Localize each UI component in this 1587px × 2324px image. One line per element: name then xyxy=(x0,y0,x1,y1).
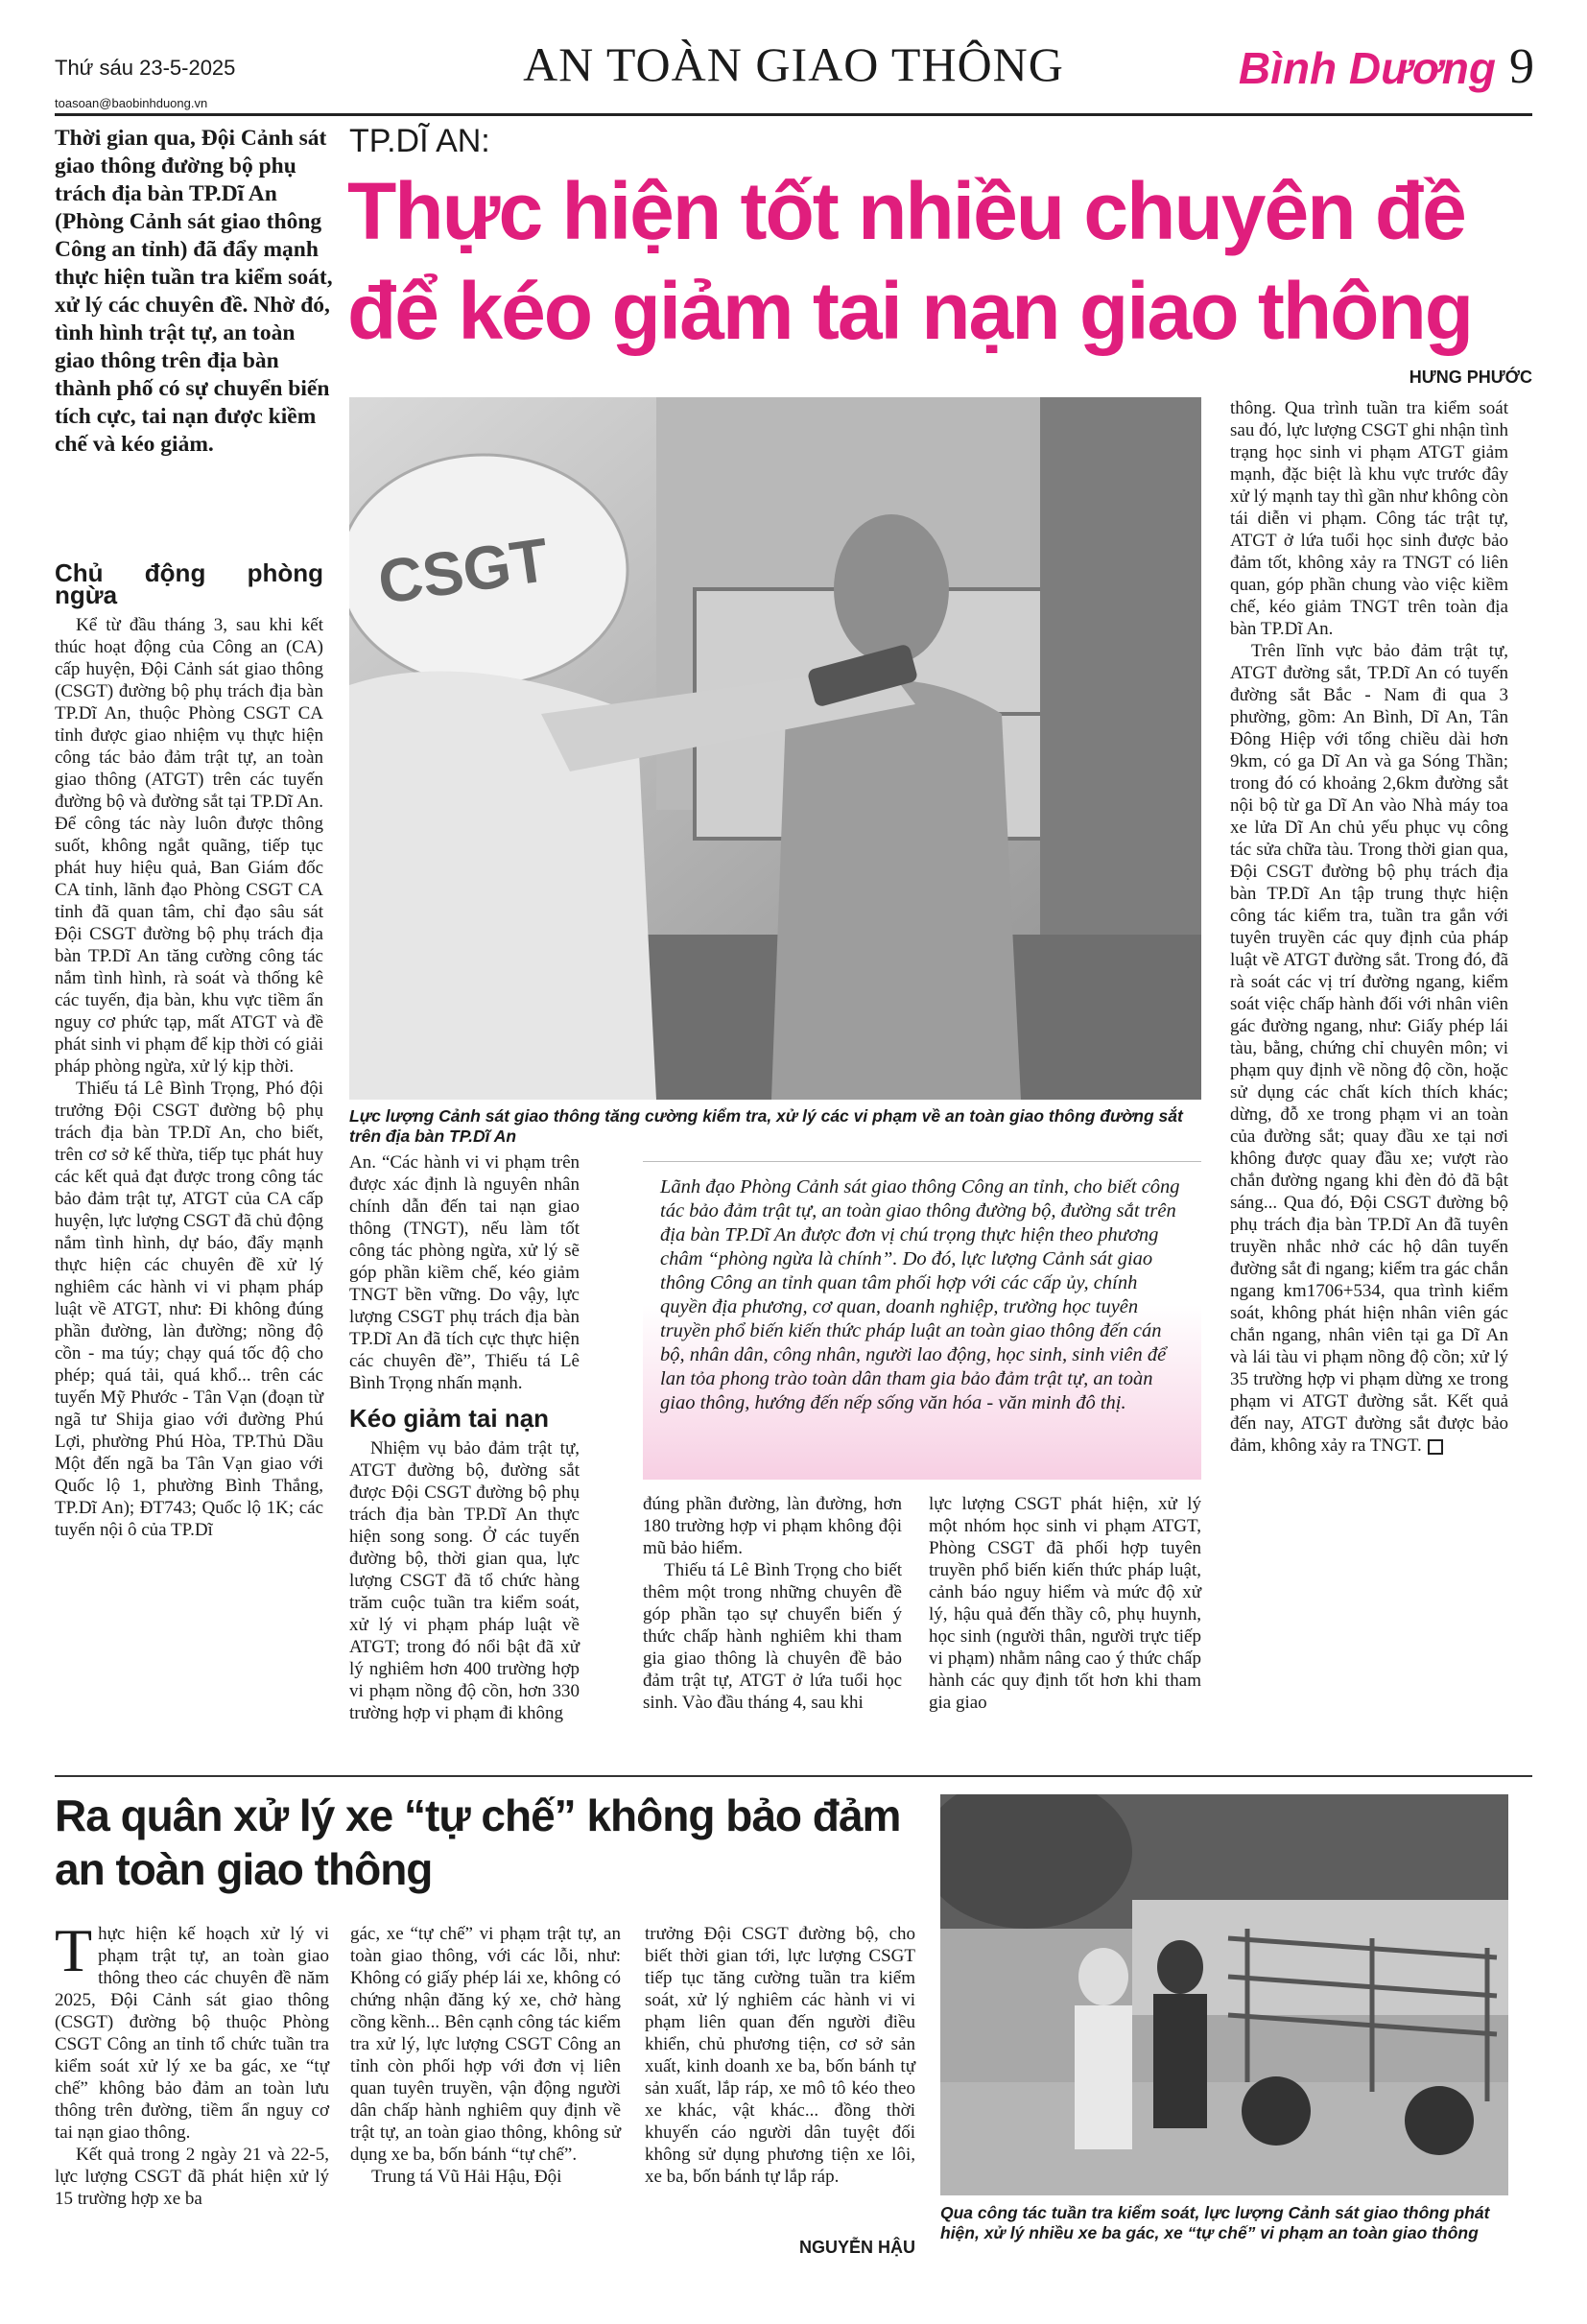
photo-illustration xyxy=(940,1794,1508,2195)
section-title: AN TOÀN GIAO THÔNG xyxy=(523,37,1064,91)
paragraph: gác, xe “tự chế” vi phạm trật tự, an toàn giao thông, với các lỗi, như: Không có giấy phép lái xe, không có chứng nhận đăng ký xe, chở hàng cồng kềnh... Bên cạnh công tác kiểm tra xử lý, lực lượng CSGT Công an tỉnh còn phối hợp với đơn vị liên quan tuyên truyền, vận động người dân chấp hành nghiêm quy định về trật tự, an toàn giao thông, không sử dụng xe ba, bốn bánh “tự chế”. xyxy=(350,1924,621,2165)
paragraph: đúng phần đường, làn đường, hơn 180 trường hợp vi phạm không đội mũ bảo hiểm. xyxy=(643,1494,902,1558)
end-of-article-mark xyxy=(1428,1439,1443,1455)
second-article-photo xyxy=(940,1794,1508,2195)
paragraph xyxy=(55,1916,329,2144)
subhead-prevention: Chủ động phòng ngừa xyxy=(55,558,323,609)
second-article-headline xyxy=(55,1789,918,1896)
newspaper-brand: Bình Dương xyxy=(1238,43,1496,93)
article-photo xyxy=(349,397,1201,1100)
page-number: 9 xyxy=(1509,39,1534,94)
article-byline: HƯNG PHƯỚC xyxy=(1409,368,1532,387)
paragraph: lực lượng CSGT phát hiện, xử lý một nhóm học sinh vi phạm ATGT, Phòng CSGT đã phối hợp tuyên truyền phổ biến kiến thức pháp luật, cảnh báo nguy hiểm và mức độ xử lý, hậu quả đến thầy cô, phụ huynh, học sinh (người thân, người trực tiếp vi phạm) nhằm nâng cao ý thức chấp hành các quy định tốt hơn khi tham gia giao xyxy=(929,1494,1201,1713)
second-article-byline: NGUYỄN HẬU xyxy=(798,2238,915,2257)
newsroom-email[interactable]: toasoan@baobinhduong.vn xyxy=(55,96,208,110)
paragraph: Kết quả trong 2 ngày 21 và 22-5, lực lượng CSGT đã phát hiện xử lý 15 trường hợp xe ba xyxy=(55,2145,329,2209)
subhead-accident-reduction: Kéo giảm tai nạn xyxy=(349,1404,550,1433)
paragraph: Trung tá Vũ Hải Hậu, Đội xyxy=(371,2167,562,2187)
article-column-2 xyxy=(349,1151,580,1724)
article-separator-rule xyxy=(55,1775,1532,1777)
paragraph: thông. Qua trình tuần tra kiểm soát sau đó, lực lượng CSGT ghi nhận tình trạng học sinh vi phạm ATGT giảm mạnh, đặc biệt là khu vực trước đây xử lý mạnh tay thì gần như không còn tái diễn vi phạm. Công tác trật tự, ATGT ở lứa tuổi học sinh được bảo đảm tốt, không xảy ra TNGT có liên quan, góp phần chung vào việc kiềm chế, kéo giảm TNGT trên toàn địa bàn TP.Dĩ An. xyxy=(1230,398,1508,639)
second-article-column-3 xyxy=(645,1923,915,2188)
photo-caption: Lực lượng Cảnh sát giao thông tăng cường kiểm tra, xử lý các vi phạm về an toàn giao thông đường sắt trên địa bàn TP.Dĩ An xyxy=(349,1106,1183,1146)
second-article-column-2 xyxy=(350,1923,621,2188)
article-sapo: Thời gian qua, Đội Cảnh sát giao thông đường bộ phụ trách địa bàn TP.Dĩ An (Phòng Cảnh sát giao thông Công an tỉnh) đã đẩy mạnh thực hiện tuần tra kiểm soát, xử lý các chuyên đề. Nhờ đó, tình hình trật tự, an toàn giao thông trên địa bàn thành phố có sự chuyển biến tích cực, tai nạn được kiềm chế và kéo giảm. xyxy=(55,126,333,457)
dropcap: T xyxy=(55,1916,93,1984)
paragraph: Thiếu tá Lê Bình Trọng, Phó đội trưởng Đội CSGT đường bộ phụ trách địa bàn TP.Dĩ An, cho biết, trên cơ sở kế thừa, tiếp tục phát huy các kết quả đạt được trong công tác bảo đảm trật tự, ATGT của CA cấp huyện, lực lượng CSGT đã chủ động nắm tình hình, dự báo, đẩy mạnh thực hiện các chuyên đề xử lý nghiêm các hành vi vi phạm pháp luật về ATGT, như: Đi không đúng phần đường, làn đường; nồng độ cồn - ma túy; chạy quá tốc độ cho phép; quá tải, quá khổ... trên các tuyến Mỹ Phước - Tân Vạn (đoạn từ ngã tư Shija giao với đường Phú Lợi, phường Phú Hòa, TP.Thủ Dầu Một đến ngã ba Tân Vạn giao với Quốc lộ 1, phường Bình Thắng, TP.Dĩ An); ĐT743; Quốc lộ 1K; các tuyến nội ô của TP.Dĩ xyxy=(55,1079,323,1540)
article-headline xyxy=(347,161,1537,361)
article-column-3 xyxy=(643,1493,902,1714)
paragraph: trưởng Đội CSGT đường bộ, cho biết thời gian tới, lực lượng CSGT tiếp tục tăng cường tuần tra kiểm soát, xử lý nghiêm các hành vi vi phạm liên quan đến người điều khiển, chủ phương tiện, cơ sở sản xuất, kinh doanh xe ba, bốn bánh tự sản xuất, lắp ráp, xe mô tô kéo theo xe khác, vật khác... đồng thời khuyến cáo người dân tuyệt đối không sử dụng phương tiện xe lôi, xe ba, bốn bánh tự lắp ráp. xyxy=(645,1924,915,2187)
photo-illustration xyxy=(349,397,1201,1100)
paragraph: Nhiệm vụ bảo đảm trật tự, ATGT đường bộ, đường sắt được Đội CSGT đường bộ phụ trách địa bàn TP.Dĩ An thực hiện song song. Ở các tuyến đường bộ, thời gian qua, lực lượng CSGT đã tổ chức hàng trăm cuộc tuần tra kiểm soát, xử lý vi phạm pháp luật về ATGT; trong đó nổi bật đã xử lý nghiêm hơn 400 trường hợp vi phạm nồng độ cồn, hơn 330 trường hợp vi phạm đi không xyxy=(349,1438,580,1723)
helmet-label: CSGT xyxy=(373,524,553,617)
issue-date: Thứ sáu 23-5-2025 xyxy=(55,56,236,80)
article-kicker: TP.DĨ AN: xyxy=(349,123,490,159)
headline-line-1: Ra quân xử lý xe “tự chế” không bảo đảm xyxy=(55,1790,901,1840)
article-column-4 xyxy=(929,1493,1201,1714)
header-rule xyxy=(55,113,1532,116)
pull-quote: Lãnh đạo Phòng Cảnh sát giao thông Công an tỉnh, cho biết công tác bảo đảm trật tự, an toàn giao thông đường bộ, đường sắt trên địa bàn TP.Dĩ An được đơn vị chú trọng thực hiện theo phương châm “phòng ngừa là chính”. Do đó, lực lượng Cảnh sát giao thông Công an tỉnh quan tâm phối hợp với các cấp ủy, chính quyền địa phương, cơ quan, doanh nghiệp, trường học tuyên truyền phổ biến kiến thức pháp luật an toàn giao thông đến cán bộ, nhân dân, công nhân, người lao động, học sinh, sinh viên để lan tỏa phong trào toàn dân tham gia bảo đảm trật tự, an toàn giao thông, hướng đến nếp sống văn hóa - văn minh đô thị. xyxy=(643,1161,1201,1480)
headline-line-2: an toàn giao thông xyxy=(55,1844,433,1894)
second-photo-caption: Qua công tác tuần tra kiểm soát, lực lượng Cảnh sát giao thông phát hiện, xử lý nhiều xe ba gác, xe “tự chế” vi phạm an toàn giao thông xyxy=(940,2203,1490,2242)
paragraph-text: Trên lĩnh vực bảo đảm trật tự, ATGT đường sắt, TP.Dĩ An có tuyến đường sắt Bắc - Nam đi qua 3 phường, gồm: An Bình, Dĩ An, Tân Đông Hiệp với tổng chiều dài hơn 9km, có ga Dĩ An và ga Sóng Thần; trong đó có khoảng 2,6km đường sắt nội bộ từ ga Dĩ An vào Nhà máy toa xe lửa Dĩ An chủ yếu phục vụ công tác sửa chữa tàu. Trong thời gian qua, Đội CSGT đường bộ phụ trách địa bàn TP.Dĩ An tập trung thực hiện công tác kiểm tra, tuần tra gắn với tuyên truyền các quy định của pháp luật về ATGT đường sắt. Trong đó, đã rà soát các vị trí đường ngang, kiểm soát việc chấp hành đối với nhân viên gác đường ngang, như: Giấy phép lái tàu, bằng, chứng chỉ chuyên môn; vi phạm quy định về nồng độ cồn, hoặc sử dụng các chất kích thích khác; dừng, đỗ xe trong phạm vi an toàn của đường sắt; quay đầu xe tại nơi không được quay đầu xe; vượt rào chắn đường ngang khi đèn đỏ đã bật sáng... Qua đó, Đội CSGT đường bộ phụ trách địa bàn TP.Dĩ An đã tuyên truyền nhắc nhở các hộ dân tuyến đường sắt đi ngang; kiểm tra gác chắn ngang km1706+534, qua trình kiểm soát, không phát hiện nhân viên gác chắn ngang, nhân viên tại ga Dĩ An và lái tàu vi phạm nồng độ cồn; xử lý 35 trường hợp vi phạm dừng xe trong phạm vi ATGT đường sắt. Kết quả đến nay, ATGT đường sắt được bảo đảm, không xảy ra TNGT. xyxy=(1230,641,1508,1456)
paragraph-text: hực hiện kế hoạch xử lý vi phạm trật tự, an toàn giao thông theo các chuyên đề năm 2025, Đội Cảnh sát giao thông (CSGT) đường bộ thuộc Phòng CSGT Công an tỉnh tổ chức tuần tra kiểm soát xử lý xe ba gác, xe “tự chế” không bảo đảm an toàn lưu thông trên đường, tiềm ẩn nguy cơ tai nạn giao thông. xyxy=(55,1924,329,2143)
article-column-5 xyxy=(1230,397,1508,1457)
article-column-1 xyxy=(55,558,323,1541)
paragraph: Kể từ đầu tháng 3, sau khi kết thúc hoạt động của Công an (CA) cấp huyện, Đội Cảnh sát giao thông (CSGT) đường bộ phụ trách địa bàn TP.Dĩ An, thuộc Phòng CSGT CA tỉnh được giao nhiệm vụ thực hiện công tác bảo đảm trật tự, an toàn giao thông (ATGT) trên các tuyến đường bộ và đường sắt tại TP.Dĩ An. Để công tác này luôn được thông suốt, không ngắt quãng, tiếp tục phát huy hiệu quả, Ban Giám đốc CA tỉnh, lãnh đạo Phòng CSGT CA tỉnh đã quan tâm, chỉ đạo sâu sát Đội CSGT đường bộ phụ trách địa bàn TP.Dĩ An tăng cường công tác nắm tình hình, rà soát và thống kê các tuyến, địa bàn, khu vực tiềm ẩn nguy cơ phức tạp, mất ATGT và đề phát sinh vi phạm để kịp thời có giải pháp phòng ngừa, xử lý kịp thời. xyxy=(55,615,323,1077)
paragraph: An. “Các hành vi vi phạm trên được xác định là nguyên nhân chính dẫn đến tai nạn giao thông (TNGT), nếu làm tốt công tác phòng ngừa, xử lý sẽ góp phần kiềm chế, kéo giảm TNGT bền vững. Do vậy, lực lượng CSGT phụ trách địa bàn TP.Dĩ An đã tích cực thực hiện các chuyên đề”, Thiếu tá Lê Bình Trọng nhấn mạnh. xyxy=(349,1152,580,1393)
paragraph: Thiếu tá Lê Bình Trọng cho biết thêm một trong những chuyên đề góp phần tạo sự chuyển biến ý thức chấp hành nghiêm khi tham gia giao thông là chuyên đề bảo đảm trật tự, ATGT ở lứa tuổi học sinh. Vào đầu tháng 4, sau khi xyxy=(643,1560,902,1713)
second-article-column-1 xyxy=(55,1916,329,2210)
headline-line-2: để kéo giảm tai nạn giao thông xyxy=(347,266,1473,356)
paragraph xyxy=(1230,640,1508,1457)
headline-line-1: Thực hiện tốt nhiều chuyên đề xyxy=(347,166,1465,256)
